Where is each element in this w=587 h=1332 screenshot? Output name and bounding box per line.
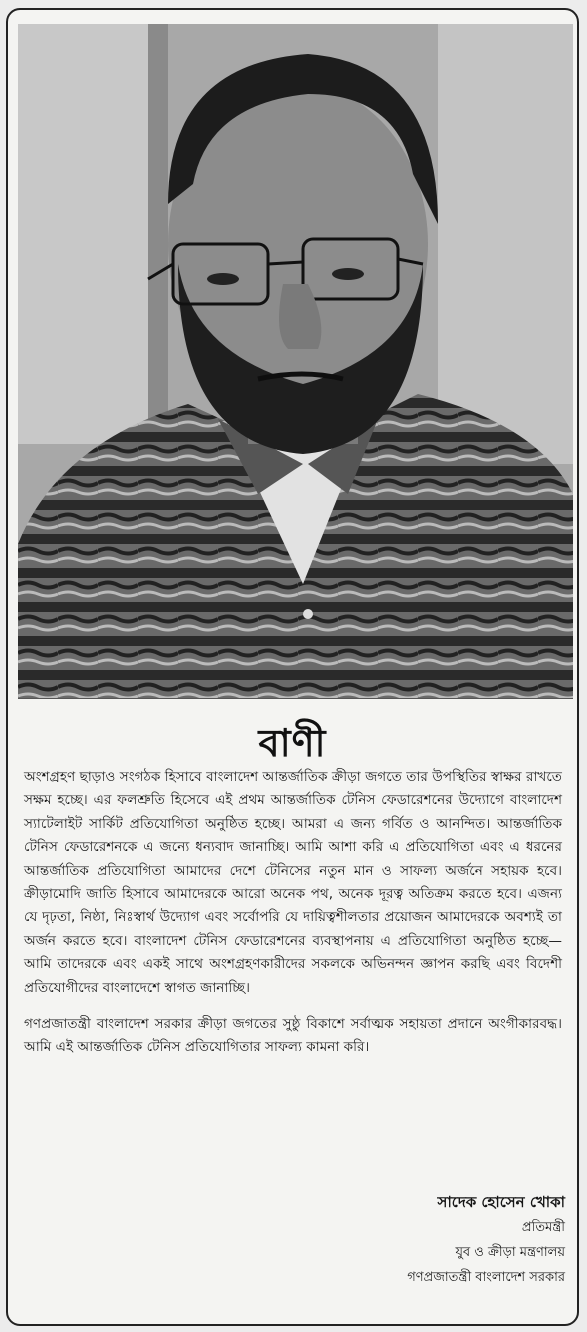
paragraph-1: অংশগ্রহণ ছাড়াও সংগঠক হিসাবে বাংলাদেশ আন্তর্জাতিক ক্রীড়া জগতে তার উপস্থিতির স্বাক্ষর রাখতে সক্ষম হচ্ছে। এর ফলশ্রুতি হিসেবে এই প্রথম আন্তর্জাতিক টেনিস ফেডারেশনের উদ্যোগে বাংলাদেশ স্যাটেলাইট সার্কিট প্রতিযোগিতা অনুষ্ঠিত হচ্ছে। আমরা এ জন্য গর্বিত ও আনন্দিত। আন্তর্জাতিক টেনিস ফেডারেশনকে এ জন্যে ধন্যবাদ জানাচ্ছি। আমি আশা করি এ প্রতিযোগিতা এবং এ ধরনের আন্তর্জাতিক প্রতিযোগিতা আমাদের দেশে টেনিসের নতুন মান ও সাফল্য অর্জনে সহায়ক হবে। ক্রীড়ামোদি জাতি হিসাবে আমাদেরকে আরো অনেক পথ, অনেক দূরত্ব অতিক্রম করতে হবে। এজন্য যে দৃঢ়তা, নিষ্ঠা, নিঃস্বার্থ উদ্যোগ এবং সর্বোপরি যে দায়িত্বশীলতার প্রয়োজন আমাদেরকে অবশ্যই তা অর্জন করতে হবে। বাংলাদেশ টেনিস ফেডারেশনের ব্যবস্থাপনায় এ প্রতিযোগিতা অনুষ্ঠিত হচ্ছে— আমি তাদেরকে এবং একই সাথে অংশগ্রহণকারীদের সকলকে অভিনন্দন জ্ঞাপন করছি এবং বিদেশী প্রতিযোগীদের বাংলাদেশে স্বাগত জানাচ্ছি। xyxy=(24,769,562,996)
signatory-name: সাদেক হোসেন খোকা xyxy=(437,1193,565,1211)
signatory-ministry: যুব ও ক্রীড়া মন্ত্রণালয় xyxy=(455,1245,565,1260)
portrait-photo xyxy=(18,24,573,699)
signatory-government: গণপ্রজাতন্ত্রী বাংলাদেশ সরকার xyxy=(407,1270,565,1285)
paragraph-2: গণপ্রজাতন্ত্রী বাংলাদেশ সরকার ক্রীড়া জগতের সুষ্ঠু বিকাশে সর্বাত্মক সহায়তা প্রদানে অংগীকারবদ্ধ। আমি এই আন্তর্জাতিক টেনিস প্রতিযোগিতার সাফল্য কামনা করি। xyxy=(24,1016,562,1056)
page-title: বাণী xyxy=(258,721,327,765)
signature-block xyxy=(407,1190,565,1290)
signatory-title: প্রতিমন্ত্রী xyxy=(521,1220,565,1235)
message-card xyxy=(6,8,579,1326)
message-body xyxy=(24,766,562,1073)
